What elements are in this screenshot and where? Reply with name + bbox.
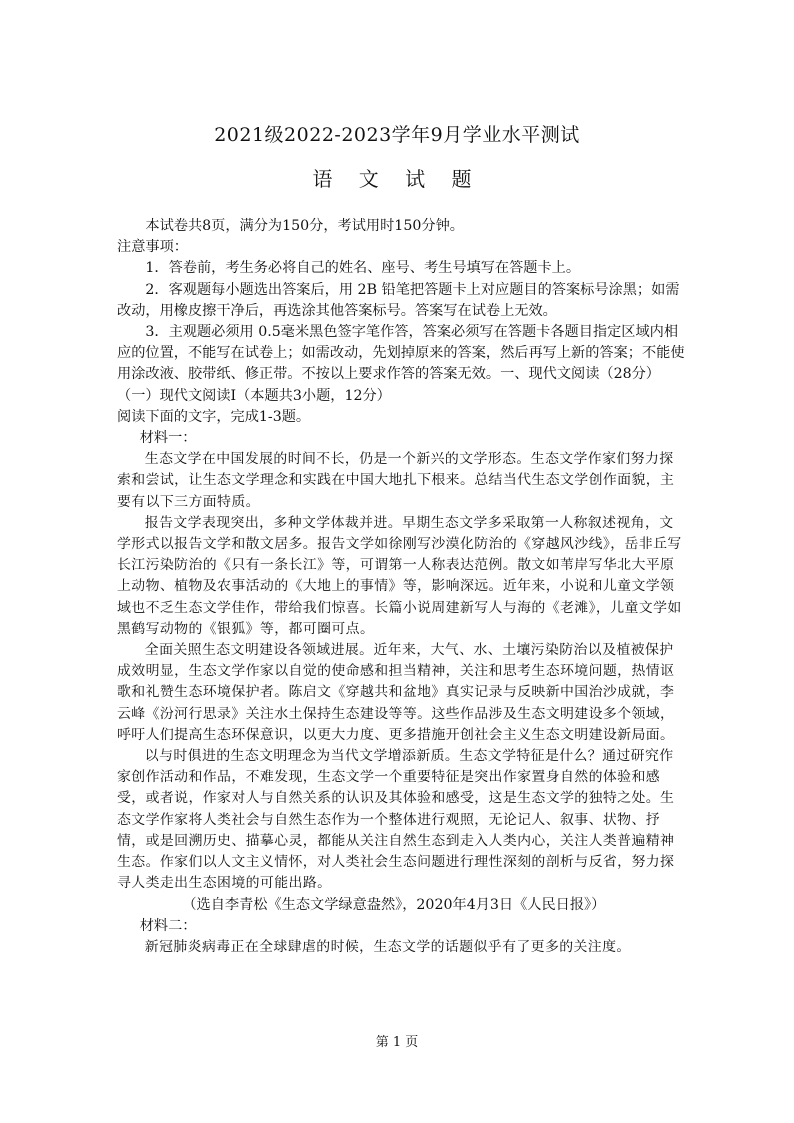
notice-item: 3．主观题必须用 0.5毫米黑色签字笔作答，答案必须写在答题卡各题目指定区域内相应的位置，不能写在试卷上；如需改动，先划掉原来的答案，然后再写上新的答案；不能使用涂改液、胶带纸、修正带。不按以上要求作答的答案无效。一、现代文阅读（28分） (117, 324, 685, 383)
intro-text: 本试卷共8页，满分为150分，考试用时150分钟。 (145, 218, 464, 234)
material-paragraph: 新冠肺炎病毒正在全球肆虐的时候，生态文学的话题似乎有了更多的关注度。 (144, 938, 631, 955)
exam-title: 2021级2022-2023学年9月学业水平测试 (214, 124, 580, 146)
material-paragraph: 以与时俱进的生态文明理念为当代文学增添新质。生态文学特征是什么？通过研究作家创作活动和作品，不难发现，生态文学一个重要特征是突出作家置身自然的体验和感受，或者说，作家对人与自然关系的认识及其体验和感受，这是生态文学的独特之处。生态文学作家将人类社会与自然生态作为一个整体进行观照，无论记人、叙事、状物、抒情，或是回溯历史、描摹心灵，都能从关注自然生态到走入人类内心，关注人类普遍精神生态。作家们以人文主义情怀，对人类社会生态问题进行理性深刻的剖析与反省，努力探寻人类走出生态困境的可能出路。 (117, 748, 675, 892)
notice-item: 2．客观题每小题选出答案后，用 2B 铅笔把答题卡上对应题目的答案标号涂黑；如需改动，用橡皮擦干净后，再选涂其他答案标号。答案写在试卷上无效。 (117, 281, 680, 319)
material-label: 材料一： (139, 430, 197, 447)
material-source: （选自李青松《生态文学绿意盎然》，2020年4月3日《人民日报》） (182, 896, 606, 913)
notice-item: 1．答卷前，考生务必将自己的姓名、座号、考生号填写在答题卡上。 (145, 260, 581, 277)
subject-title: 语 文 试 题 (312, 167, 482, 191)
exam-body (117, 216, 685, 958)
notice-heading: 注意事项： (117, 239, 188, 256)
material-paragraph: 生态文学在中国发展的时间不长，仍是一个新兴的文学形态。生态文学作家们努力探索和尝试，让生态文学理念和实践在中国大地扎下根来。总结当代生态文学创作面貌，主要有以下三方面特质。 (117, 451, 675, 510)
section-heading: （一）现代文阅读Ⅰ（本题共3小题，12分） (117, 387, 391, 404)
material-paragraph: 全面关照生态文明建设各领域进展。近年来，大气、水、土壤污染防治以及植被保护成效明显，生态文学作家以自觉的使命感和担当精神，关注和思考生态环境问题，热情讴歌和礼赞生态环境保护者。陈启文《穿越共和盆地》真实记录与反映新中国治沙成就，李云峰《汾河行思录》关注水土保持生态建设等等。这些作品涉及生态文明建设多个领域，呼吁人们提高生态环保意识，以更大力度、更多措施开创社会主义生态文明建设新局面。 (117, 642, 675, 743)
material-paragraph: 报告文学表现突出，多种文学体裁并进。早期生态文学多采取第一人称叙述视角，文学形式以报告文学和散文居多。报告文学如徐刚写沙漠化防治的《穿越风沙线》，岳非丘写长江污染防治的《只有一条长江》等，可谓第一人称表达范例。散文如苇岸写华北大平原上动物、植物及农事活动的《大地上的事情》等，影响深远。近年来，小说和儿童文学领域也不乏生态文学佳作，带给我们惊喜。长篇小说周建新写人与海的《老滩》，儿童文学如黑鹤写动物的《银狐》等，都可圈可点。 (117, 514, 682, 637)
material-label: 材料二： (139, 917, 197, 934)
page-number: 第 1 页 (375, 1035, 419, 1050)
section-instruction: 阅读下面的文字，完成1-3题。 (117, 408, 311, 425)
